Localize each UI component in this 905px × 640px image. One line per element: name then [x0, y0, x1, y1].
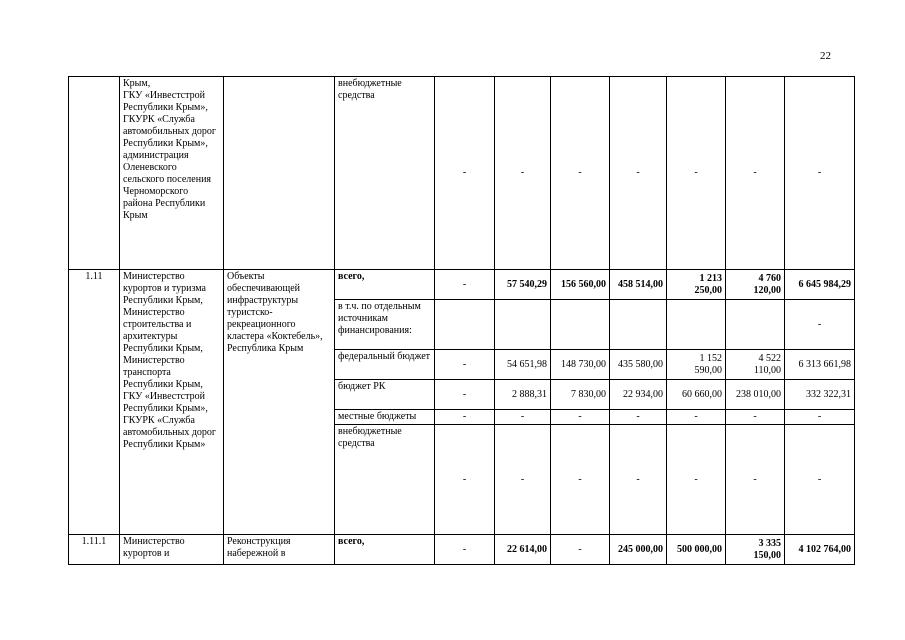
cell-num — [69, 77, 120, 270]
cell-value: 6 313 661,98 — [785, 350, 855, 380]
page-number: 22 — [820, 50, 831, 62]
cell-value: - — [667, 77, 726, 270]
cell-value: - — [610, 77, 667, 270]
cell-value: 3 335 150,00 — [726, 535, 785, 565]
cell-value: 22 934,00 — [610, 380, 667, 410]
budget-table — [68, 76, 855, 565]
cell-value: 4 760 120,00 — [726, 270, 785, 300]
cell-value: 22 614,00 — [495, 535, 551, 565]
cell-num: 1.11.1 — [69, 535, 120, 565]
cell-value: - — [435, 425, 495, 535]
cell-value: 2 888,31 — [495, 380, 551, 410]
cell-source: бюджет РК — [335, 380, 435, 410]
cell-value: - — [551, 425, 610, 535]
cell-num: 1.11 — [69, 270, 120, 535]
cell-value: - — [667, 410, 726, 425]
cell-value: - — [726, 425, 785, 535]
cell-value: 54 651,98 — [495, 350, 551, 380]
cell-value — [495, 300, 551, 350]
cell-value: 7 830,00 — [551, 380, 610, 410]
cell-value: - — [785, 300, 855, 350]
cell-value: 4 102 764,00 — [785, 535, 855, 565]
cell-value — [435, 300, 495, 350]
cell-value: - — [495, 77, 551, 270]
cell-object: Объекты обеспечивающей инфраструктуры туристско-рекреационного кластера «Коктебель», Республика Крым — [224, 270, 335, 535]
cell-object: Реконструкция набережной в — [224, 535, 335, 565]
cell-object — [224, 77, 335, 270]
cell-value: 57 540,29 — [495, 270, 551, 300]
cell-value: 245 000,00 — [610, 535, 667, 565]
table-row-continuation — [69, 77, 855, 270]
cell-value: - — [785, 425, 855, 535]
cell-value: - — [435, 535, 495, 565]
cell-value: - — [610, 410, 667, 425]
cell-value: - — [726, 77, 785, 270]
cell-value: 148 730,00 — [551, 350, 610, 380]
cell-value: - — [667, 425, 726, 535]
cell-value: - — [785, 410, 855, 425]
cell-source: федеральный бюджет — [335, 350, 435, 380]
cell-value: 435 580,00 — [610, 350, 667, 380]
cell-value: - — [726, 410, 785, 425]
cell-value — [610, 300, 667, 350]
cell-value: 4 522 110,00 — [726, 350, 785, 380]
cell-value: 332 322,31 — [785, 380, 855, 410]
cell-value: 500 000,00 — [667, 535, 726, 565]
cell-value: - — [435, 270, 495, 300]
cell-value: - — [551, 77, 610, 270]
cell-value: 156 560,00 — [551, 270, 610, 300]
cell-source: местные бюджеты — [335, 410, 435, 425]
cell-value: 238 010,00 — [726, 380, 785, 410]
cell-value: - — [551, 410, 610, 425]
cell-source: в т.ч. по отдельным источникам финансирования: — [335, 300, 435, 350]
cell-executor: Министерство курортов и — [120, 535, 224, 565]
cell-value: - — [435, 380, 495, 410]
cell-value: - — [495, 425, 551, 535]
cell-value: 60 660,00 — [667, 380, 726, 410]
cell-source: всего, — [335, 535, 435, 565]
cell-value: 6 645 984,29 — [785, 270, 855, 300]
cell-value: - — [435, 350, 495, 380]
cell-value: 1 213 250,00 — [667, 270, 726, 300]
cell-source: внебюджетные средства — [335, 77, 435, 270]
cell-value — [726, 300, 785, 350]
cell-value: - — [435, 410, 495, 425]
table-row-1-11-1-total — [69, 535, 855, 565]
cell-value: - — [495, 410, 551, 425]
cell-source: всего, — [335, 270, 435, 300]
cell-value: - — [435, 77, 495, 270]
cell-value: 1 152 590,00 — [667, 350, 726, 380]
cell-value — [667, 300, 726, 350]
cell-value: - — [610, 425, 667, 535]
cell-source: внебюджетные средства — [335, 425, 435, 535]
cell-value: - — [551, 535, 610, 565]
cell-executor: Министерство курортов и туризма Республики Крым, Министерство строительства и архитектуры Республики Крым, Министерство транспорта Республики Крым, ГКУ «Инвестстрой Республики Крым», ГКУРК «Служба автомобильных дорог Республики Крым» — [120, 270, 224, 535]
table-row-1-11-total — [69, 270, 855, 300]
cell-value: - — [785, 77, 855, 270]
cell-executor: Крым, ГКУ «Инвестстрой Республики Крым», ГКУРК «Служба автомобильных дорог Республики Крым», администрация Оленевского сельского поселения Черноморского района Республики Крым — [120, 77, 224, 270]
cell-value — [551, 300, 610, 350]
cell-value: 458 514,00 — [610, 270, 667, 300]
